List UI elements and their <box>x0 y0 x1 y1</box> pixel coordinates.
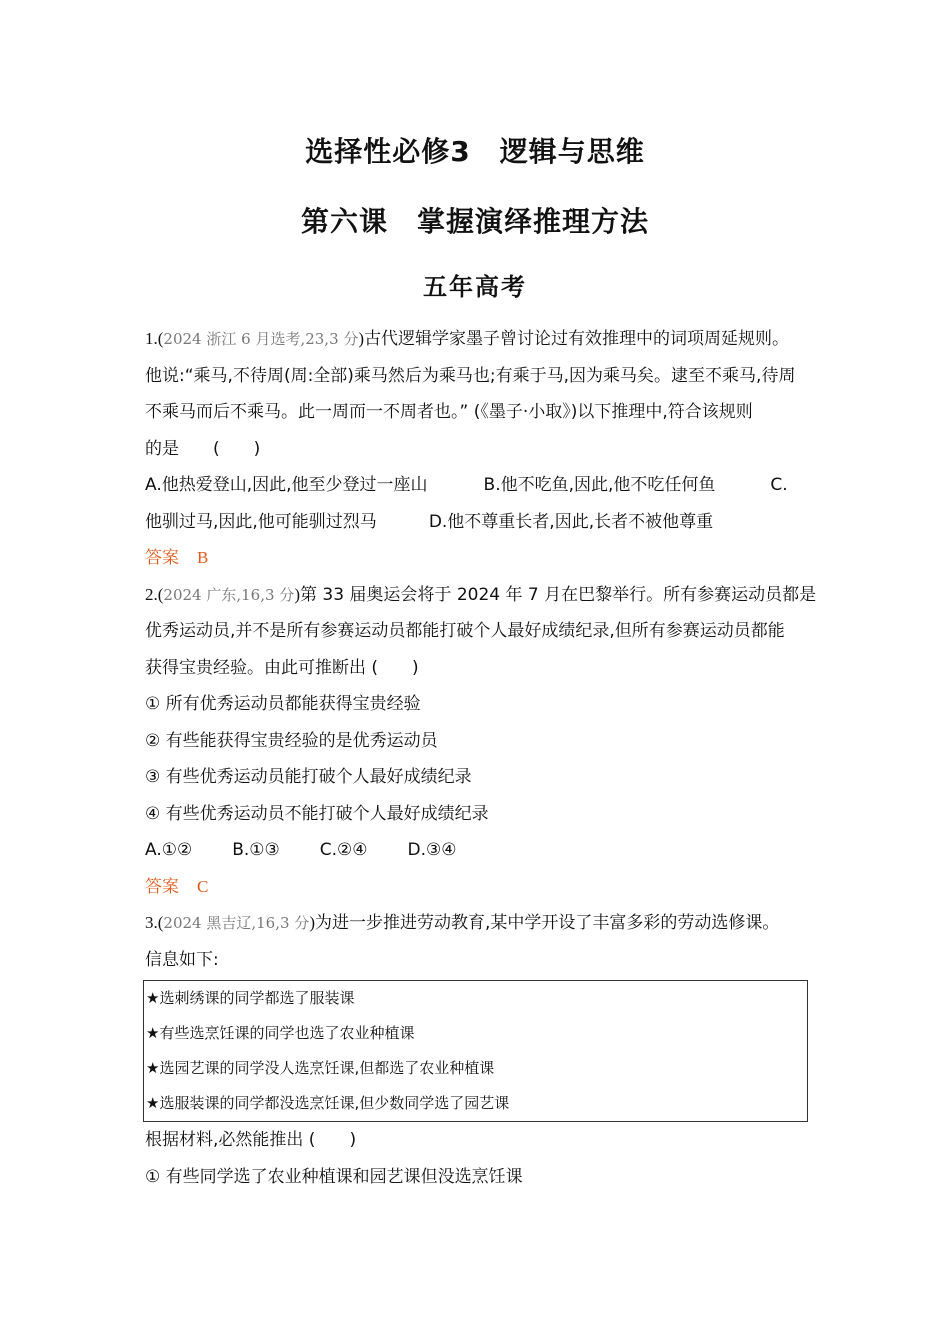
q3-info-item-3: ★选园艺课的同学没人选烹饪课,但都选了农业种植课 <box>146 1059 495 1077</box>
q2-option-b: B.①③ <box>232 840 280 860</box>
q2-line-1 <box>145 577 817 614</box>
q3-source-close: ) <box>309 913 315 932</box>
q2-item-2: ② 有些能获得宝贵经验的是优秀运动员 <box>145 730 438 751</box>
q1-option-d: D.他不尊重长者,因此,长者不被他尊重 <box>428 511 714 532</box>
q1-option-b: B.他不吃鱼,因此,他不吃任何鱼 <box>483 475 716 495</box>
q1-answer-label: 答案 <box>145 548 179 568</box>
q1-line-4: 的是 ( ) <box>145 438 261 459</box>
q2-answer-label: 答案 <box>145 876 179 897</box>
q3-line-1 <box>145 905 810 942</box>
q2-answer <box>145 869 810 906</box>
q3-after-box: 根据材料,必然能推出 ( ) <box>145 1130 357 1150</box>
q1-stem-text: 古代逻辑学家墨子曾讨论过有效推理中的词项周延规则。 <box>364 329 790 349</box>
main-title: 选择性必修3 逻辑与思维 <box>305 135 645 168</box>
q2-number: 2.( <box>145 584 164 604</box>
q1-option-c-text: 他驯过马,因此,他可能驯过烈马 <box>145 511 377 532</box>
q1-number: 1.( <box>145 329 164 348</box>
q3-info-item-4: ★选服装课的同学都没选烹饪课,但少数同学选了园艺课 <box>146 1094 510 1112</box>
q2-option-c: C.②④ <box>319 840 368 860</box>
q1-line-2: 他说:“乘马,不待周(周:全部)乘马然后为乘马也;有乘于马,因为乘马矣。逮至不乘马,待周 <box>145 365 796 386</box>
q3-stem-text: 为进一步推进劳动教育,某中学开设了丰富多彩的劳动选修课。 <box>314 913 780 933</box>
q2-line-3: 获得宝贵经验。由此可推断出 ( ) <box>145 657 419 678</box>
question-list <box>145 321 817 1195</box>
q2-option-d: D.③④ <box>407 840 457 860</box>
q1-answer-value: B <box>197 548 209 567</box>
q2-options <box>145 832 810 869</box>
q2-option-a: A.①② <box>145 840 193 860</box>
q2-stem-text: 第 33 届奥运会将于 2024 年 7 月在巴黎举行。所有参赛运动员都是 <box>299 584 817 605</box>
q1-line-1 <box>145 321 810 358</box>
q3-number: 3.( <box>145 913 164 932</box>
q1-source: 2024 浙江 6 月选考,23,3 分 <box>163 330 359 348</box>
q3-source: 2024 黑吉辽,16,3 分 <box>163 914 310 932</box>
q2-source: 2024 广东,16,3 分 <box>163 585 295 604</box>
q1-answer <box>145 540 810 577</box>
q1-option-c-label: C. <box>770 475 788 495</box>
q1-options-row-2 <box>145 504 810 541</box>
q3-line-2: 信息如下: <box>145 949 219 970</box>
section-title: 五年高考 <box>423 273 527 301</box>
q2-line-2: 优秀运动员,并不是所有参赛运动员都能打破个人最好成绩纪录,但所有参赛运动员都能 <box>145 621 785 641</box>
q2-item-4: ④ 有些优秀运动员不能打破个人最好成绩纪录 <box>145 803 489 824</box>
q1-option-a: A.他热爱登山,因此,他至少登过一座山 <box>145 475 428 495</box>
q1-line-3: 不乘马而后不乘马。此一周而一不周者也。” (《墨子·小取》)以下推理中,符合该规则 <box>145 402 753 422</box>
q3-info-box <box>143 980 808 1122</box>
q2-item-3: ③ 有些优秀运动员能打破个人最好成绩纪录 <box>145 767 472 787</box>
q1-source-close: ) <box>358 329 365 348</box>
q1-options-row-1 <box>145 467 810 504</box>
q2-answer-value: C <box>197 876 209 896</box>
q2-source-close: ) <box>294 584 300 604</box>
lesson-title: 第六课 掌握演绎推理方法 <box>300 205 649 238</box>
q3-item-1: ① 有些同学选了农业种植课和园艺课但没选烹饪课 <box>145 1166 523 1187</box>
q3-info-item-1: ★选刺绣课的同学都选了服装课 <box>146 989 355 1007</box>
q3-info-item-2: ★有些选烹饪课的同学也选了农业种植课 <box>146 1024 415 1042</box>
q2-item-1: ① 所有优秀运动员都能获得宝贵经验 <box>145 694 421 714</box>
